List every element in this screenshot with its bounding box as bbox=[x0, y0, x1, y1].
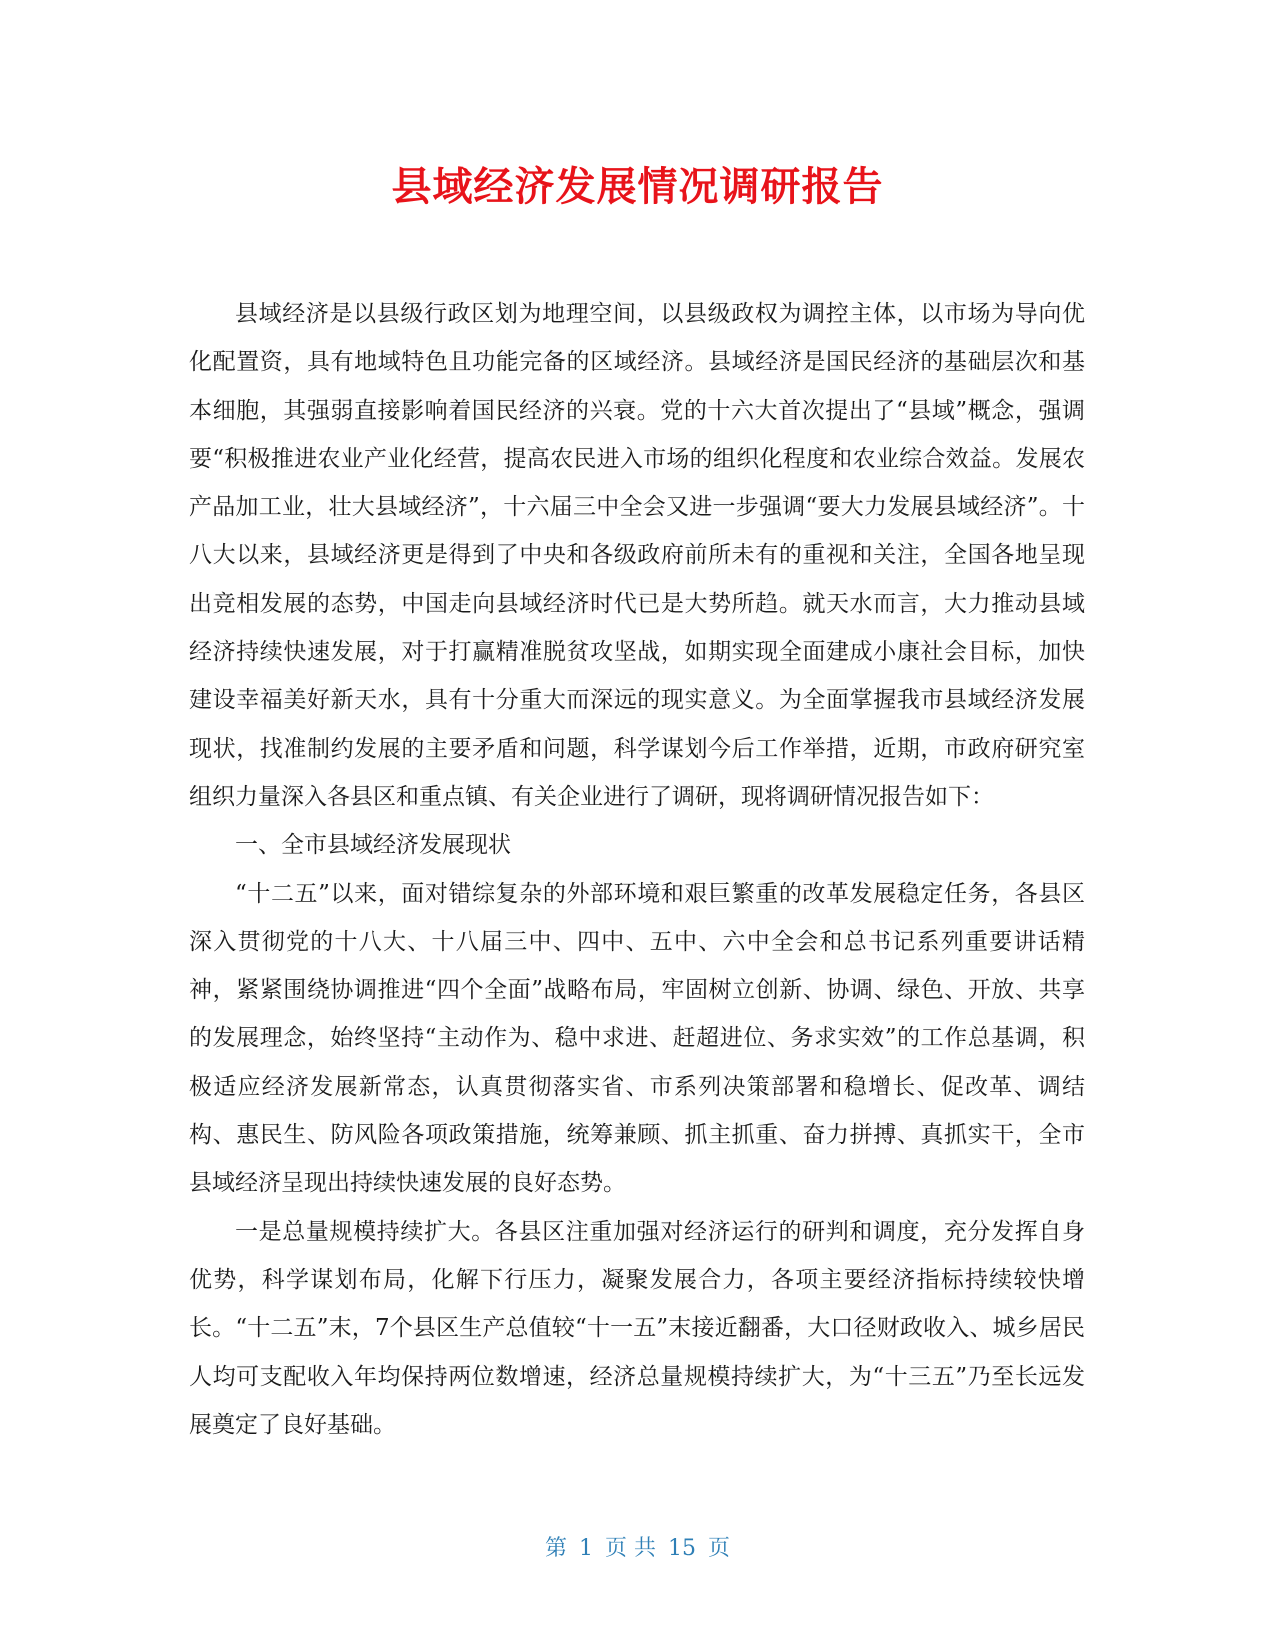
document-title: 县域经济发展情况调研报告 bbox=[391, 164, 884, 210]
document-body bbox=[189, 290, 1085, 1449]
section-heading: 一、全市县域经济发展现状 bbox=[235, 832, 511, 859]
paragraph-point-one: 一是总量规模持续扩大。各县区注重加强对经济运行的研判和调度，充分发挥自身优势，科学谋划布局，化解下行压力，凝聚发展合力，各项主要经济指标持续较快增长。“十二五”末，7个县区生产总值较“十一五”末接近翻番，大口径财政收入、城乡居民人均可支配收入年均保持两位数增速，经济总量规模持续扩大，为“十三五”乃至长远发展奠定了良好基础。 bbox=[189, 1218, 1085, 1438]
paragraph-intro: 县域经济是以县级行政区划为地理空间，以县级政权为调控主体，以市场为导向优化配置资，具有地域特色且功能完备的区域经济。县域经济是国民经济的基础层次和基本细胞，其强弱直接影响着国民经济的兴衰。党的十六大首次提出了“县域”概念，强调要“积极推进农业产业化经营，提高农民进入市场的组织化程度和农业综合效益。发展农产品加工业，壮大县域经济”，十六届三中全会又进一步强调“要大力发展县域经济”。十八大以来，县域经济更是得到了中央和各级政府前所未有的重视和关注，全国各地呈现出竞相发展的态势，中国走向县域经济时代已是大势所趋。就天水而言，大力推动县域经济持续快速发展，对于打赢精准脱贫攻坚战，如期实现全面建成小康社会目标，加快建设幸福美好新天水，具有十分重大而深远的现实意义。为全面掌握我市县域经济发展现状，找准制约发展的主要矛盾和问题，科学谋划今后工作举措，近期，市政府研究室组织力量深入各县区和重点镇、有关企业进行了调研，现将调研情况报告如下： bbox=[189, 301, 1085, 810]
current-page-number: 1 bbox=[579, 1536, 593, 1561]
footer-suffix: 页 bbox=[708, 1536, 731, 1561]
page-footer bbox=[0, 1534, 1275, 1564]
footer-prefix: 第 bbox=[544, 1536, 567, 1561]
footer-middle: 页 共 bbox=[605, 1536, 656, 1561]
total-pages-number: 15 bbox=[668, 1536, 696, 1561]
paragraph-overview: “十二五”以来，面对错综复杂的外部环境和艰巨繁重的改革发展稳定任务，各县区深入贯彻党的十八大、十八届三中、四中、五中、六中全会和总书记系列重要讲话精神，紧紧围绕协调推进“四个全面”战略布局，牢固树立创新、协调、绿色、开放、共享的发展理念，始终坚持“主动作为、稳中求进、赶超进位、务求实效”的工作总基调，积极适应经济发展新常态，认真贯彻落实省、市系列决策部署和稳增长、促改革、调结构、惠民生、防风险各项政策措施，统筹兼顾、抓主抓重、奋力拼搏、真抓实干，全市县域经济呈现出持续快速发展的良好态势。 bbox=[189, 880, 1085, 1197]
